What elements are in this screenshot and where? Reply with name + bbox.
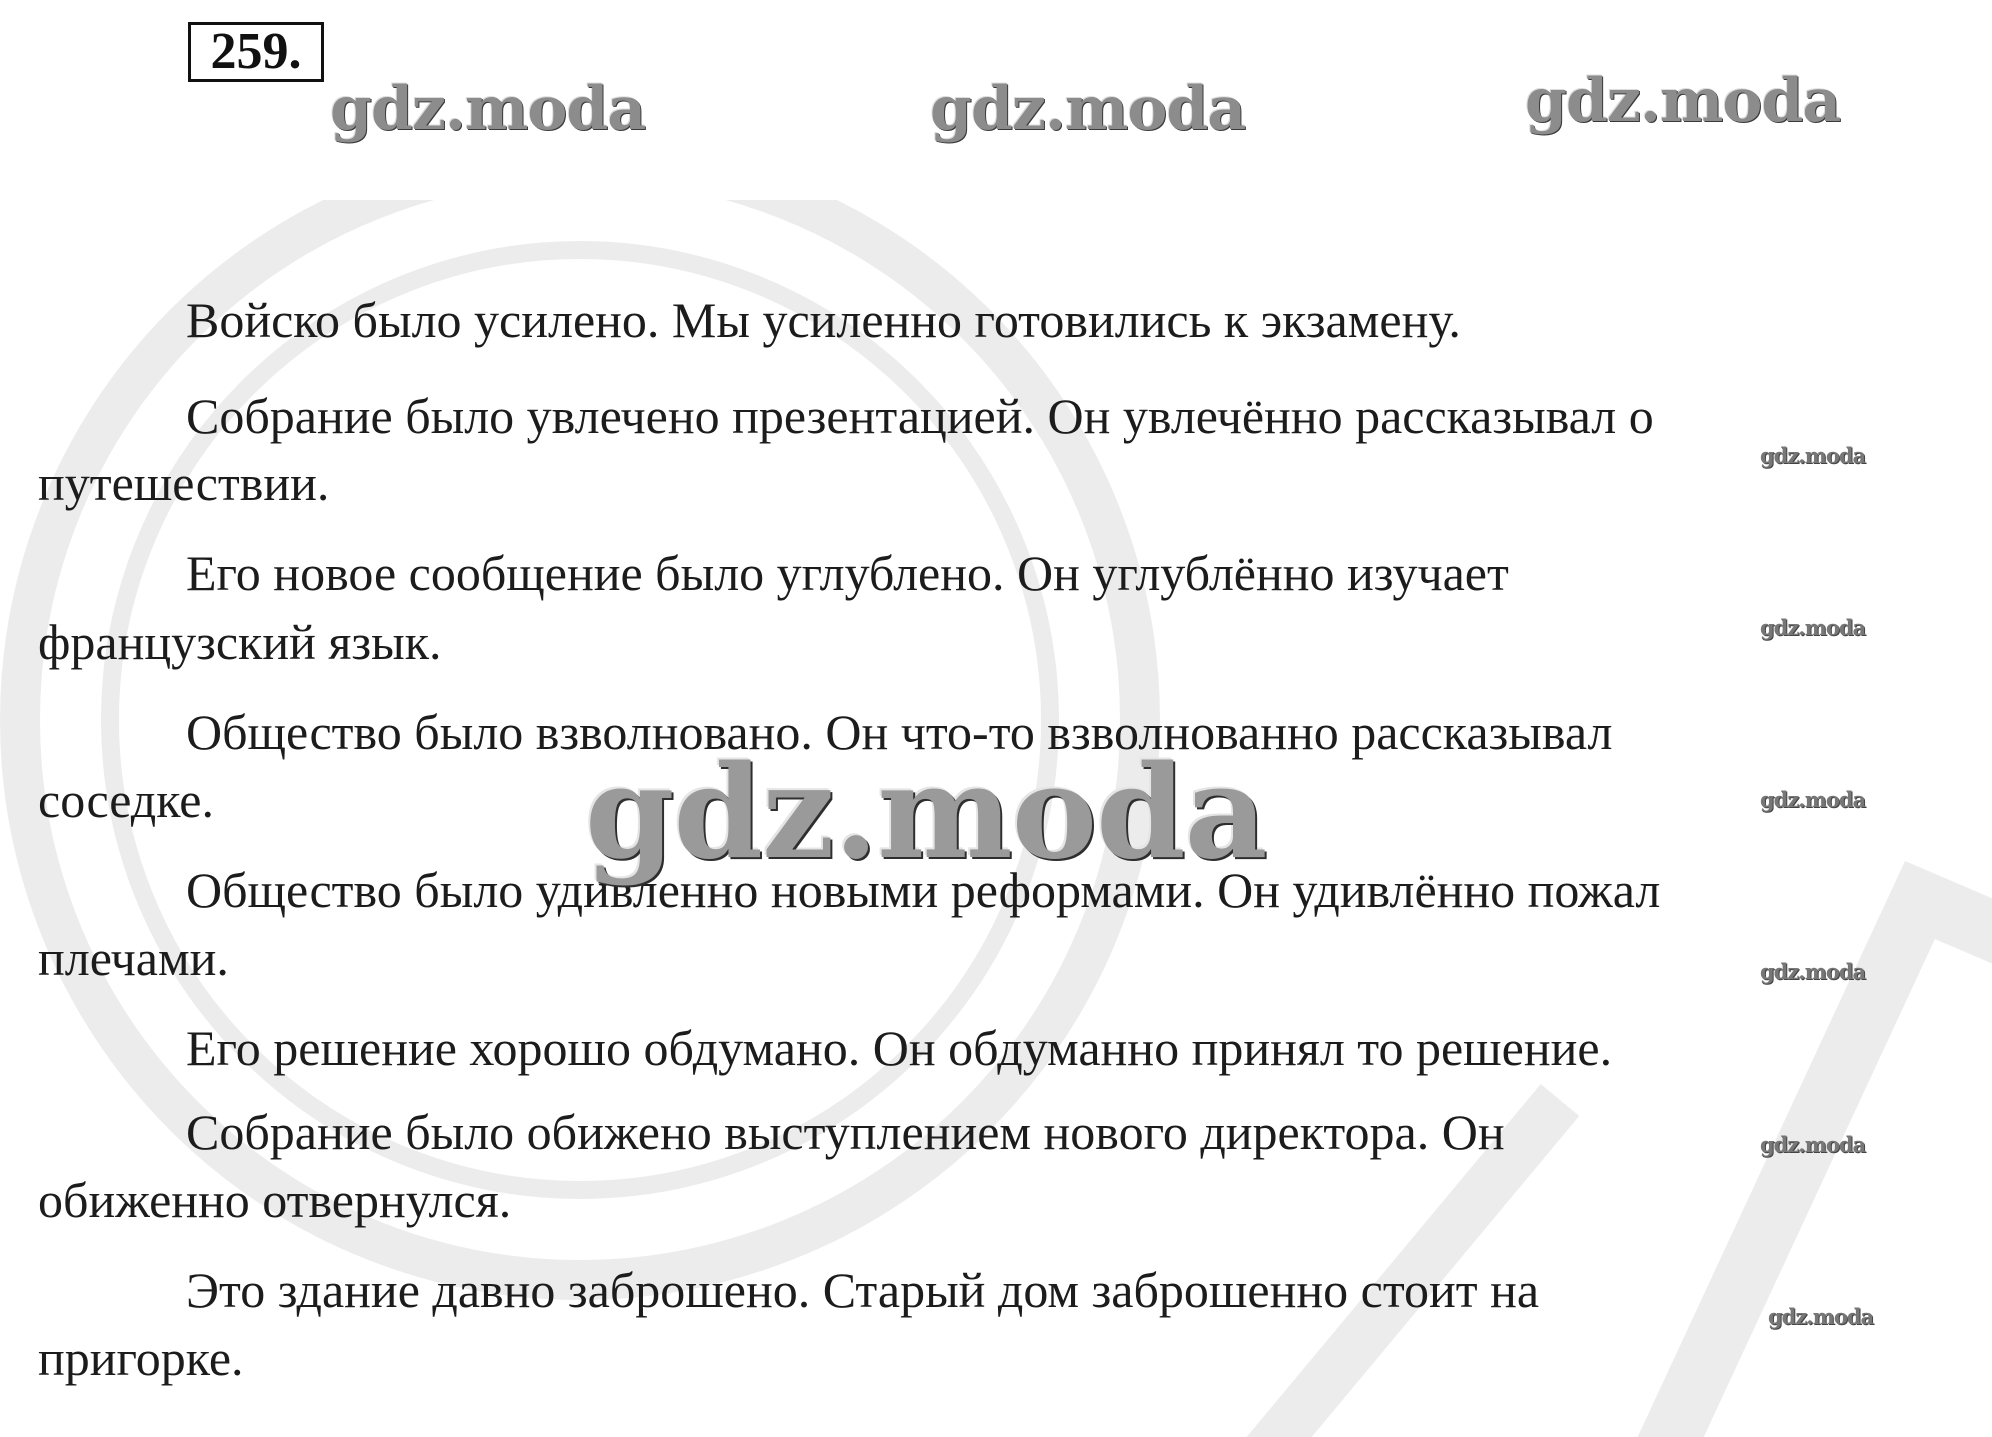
watermark-center-large: gdz.moda bbox=[585, 738, 1267, 888]
watermark-margin-5: gdz.moda bbox=[1760, 1132, 1866, 1157]
text-line-2: Собрание было увлечено презентацией. Он увлечённо рассказывал о bbox=[186, 388, 1654, 444]
watermark-margin-3: gdz.moda bbox=[1760, 787, 1866, 812]
text-line-11: Собрание было обижено выступлением нового директора. Он bbox=[186, 1104, 1505, 1160]
text-line-1: Войско было усилено. Мы усиленно готовились к экзамену. bbox=[186, 292, 1461, 348]
watermark-top-right: gdz.moda bbox=[1525, 66, 1841, 136]
watermark-margin-1: gdz.moda bbox=[1760, 443, 1866, 468]
text-line-10: Его решение хорошо обдумано. Он обдуманно принял то решение. bbox=[186, 1020, 1613, 1076]
watermark-top-left: gdz.moda bbox=[330, 74, 646, 144]
watermark-margin-2: gdz.moda bbox=[1760, 615, 1866, 640]
text-line-12: обиженно отвернулся. bbox=[38, 1172, 512, 1228]
watermark-margin-4: gdz.moda bbox=[1760, 959, 1866, 984]
text-line-7: соседке. bbox=[38, 772, 214, 828]
text-line-6: Общество было взволновано. Он что-то взволнованно рассказывал bbox=[186, 704, 1613, 760]
text-line-3: путешествии. bbox=[38, 455, 330, 511]
text-line-9: плечами. bbox=[38, 930, 229, 986]
text-line-4: Его новое сообщение было углублено. Он углублённо изучает bbox=[186, 545, 1509, 601]
text-line-13: Это здание давно заброшено. Старый дом заброшенно стоит на bbox=[186, 1262, 1540, 1318]
watermark-top-center: gdz.moda bbox=[930, 74, 1246, 144]
watermark-margin-6: gdz.moda bbox=[1768, 1304, 1874, 1329]
exercise-number: 259. bbox=[188, 22, 324, 82]
text-line-8: Общество было удивленно новыми реформами. Он удивлённо пожал bbox=[186, 862, 1661, 918]
text-line-5: французский язык. bbox=[38, 614, 442, 670]
text-line-14: пригорке. bbox=[38, 1330, 244, 1386]
